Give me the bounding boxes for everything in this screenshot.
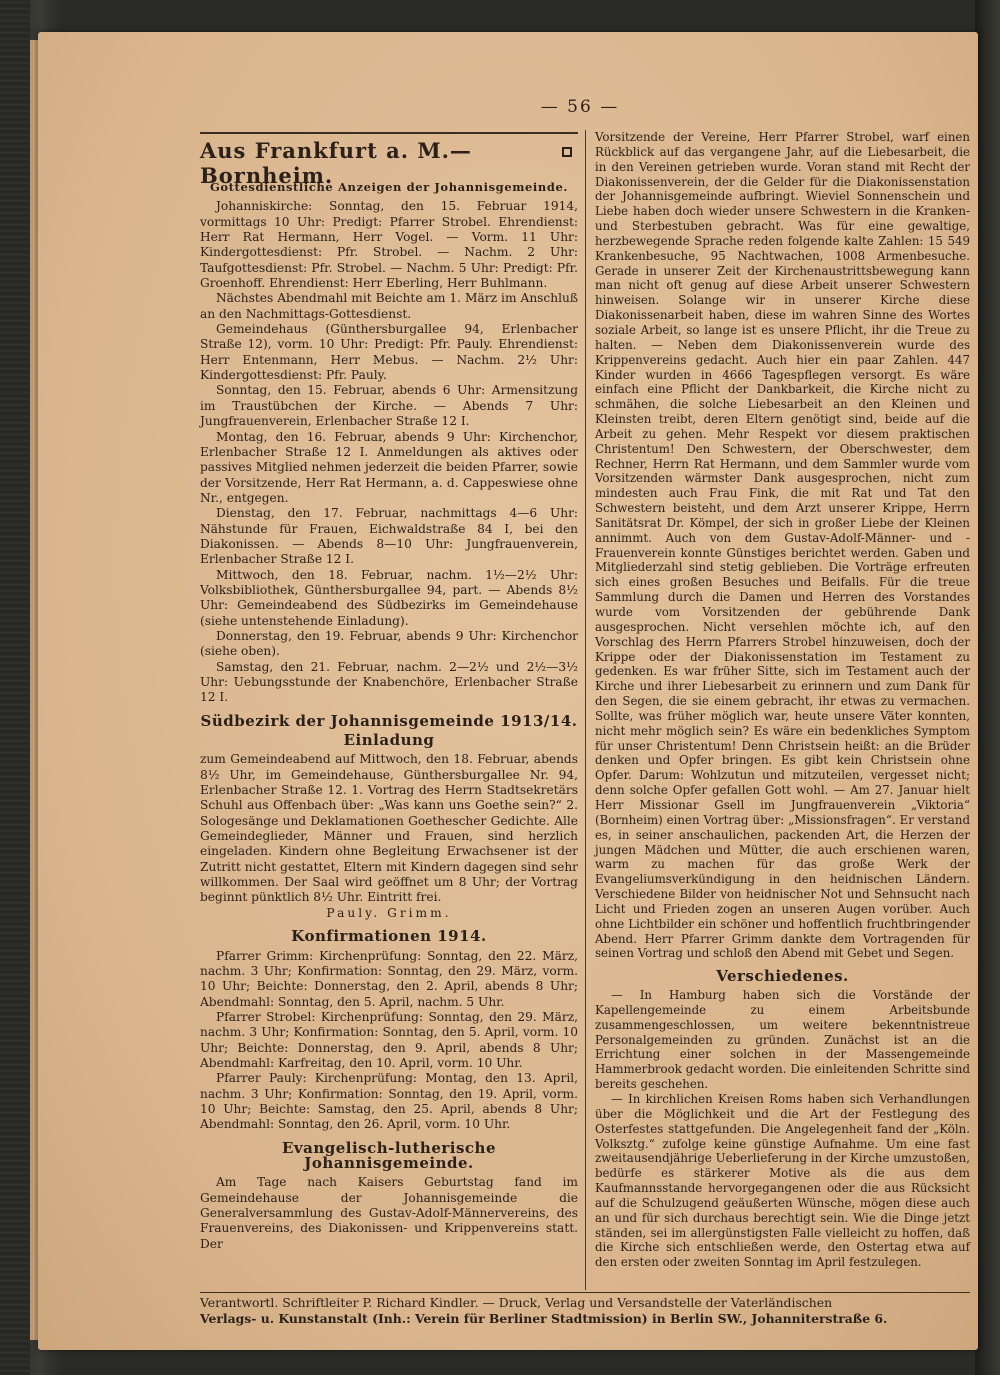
right-column [595, 130, 970, 1270]
paragraph: Montag, den 16. Februar, abends 9 Uhr: Kirchenchor, Erlenbacher Straße 12 I. Anmeldungen als aktives oder passives Mitglied nehmen jederzeit die beiden Pfarrer, sowie der Vorsitzende, Herr Rat Hermann, a. d. Cappeswiese ohne Nr., entgegen. [200, 429, 578, 505]
paragraph: — In kirchlichen Kreisen Roms haben sich Verhandlungen über die Möglichkeit und die Art der Festlegung des Osterfestes stattgefunden. Die Angelegenheit fand der „Köln. Volksztg.“ zufolge keine günstige Aufnahme. Um eine fast zweitausendjährige Ueberlieferung in der Kirche umzustoßen, bedürfe es stärkerer Motive als die aus dem Kaufmannsstande hervorgegangenen oder die aus Rücksicht auf die Schulzugend geäußerten Wünsche, mögen diese auch an und für sich durchaus berechtigt sein. Wie die Dinge jetzt ständen, sei im allergünstigsten Falle vielleicht zu hoffen, daß die Kirche sich entschließen werde, den Ostertag etwa auf den ersten oder zweiten Sonntag im April festzulegen. [595, 1092, 970, 1270]
paragraph: Gemeindehaus (Günthersburgallee 94, Erlenbacher Straße 12), vorm. 10 Uhr: Predigt: Pfr. Pauly. Ehrendienst: Herr Entenmann, Herr Mebus. — Nachm. 2½ Uhr: Kindergottesdienst: Pfr. Pauly. [200, 322, 578, 383]
column-divider [585, 130, 586, 1290]
imprint-footer [200, 1292, 970, 1327]
section-title-konfirmationen: Konfirmationen 1914. [291, 927, 487, 946]
section-subtitle-einladung: Einladung [343, 731, 435, 750]
paragraph: Mittwoch, den 18. Februar, nachm. 1½—2½ Uhr: Volksbibliothek, Günthersburgallee 94, part. — Abends 8½ Uhr: Gemeindeabend des Südbezirks im Gemeindehause (siehe untenstehende Einladung). [200, 567, 578, 628]
paragraph: Pfarrer Pauly: Kirchenprüfung: Montag, den 13. April, nachm. 3 Uhr; Konfirmation: Sonntag, den 19. April, vorm. 10 Uhr; Beichte: Samstag, den 25. April, abends 8 Uhr; Abendmahl: Sonntag, den 26. April, vorm. 10 Uhr. [200, 1071, 578, 1132]
masthead-title: Aus Frankfurt a. M.—Bornheim. [200, 138, 472, 188]
paragraph: zum Gemeindeabend auf Mittwoch, den 18. Februar, abends 8½ Uhr, im Gemeindehause, Günthersburgallee Nr. 94, Erlenbacher Straße 12. 1. Vortrag des Herrn Stadtsekretärs Schuhl aus Offenbach über: „Was kann uns Goethe sein?“ 2. Sologesänge und Deklamationen Goethescher Gedichte. Alle Gemeindeglieder, Männer und Frauen, sind herzlich eingeladen. Kindern ohne Begleitung Erwachsener ist der Zutritt nicht gestattet, Eltern mit Kindern dagegen sind sehr willkommen. Der Saal wird geöffnet um 8 Uhr; der Vortrag beginnt pünktlich 8½ Uhr. Eintritt frei. [200, 752, 578, 905]
signature: Pauly. Grimm. [326, 905, 452, 920]
book-cover-edge [975, 0, 1000, 1375]
paragraph: Samstag, den 21. Februar, nachm. 2—2½ und 2½—3½ Uhr: Uebungsstunde der Knabenchöre, Erlenbacher Straße 12 I. [200, 659, 578, 705]
paragraph: Johanniskirche: Sonntag, den 15. Februar 1914, vormittags 10 Uhr: Predigt: Pfarrer Strobel. Ehrendienst: Herr Rat Hermann, Herr Vogel. — Vorm. 11 Uhr: Kindergottesdienst: Pfr. Strobel. — Nachm. 2 Uhr: Taufgottesdienst: Pfr. Strobel. — Nachm. 5 Uhr: Predigt: Pfr. Groenhoff. Ehrendienst: Herr Eberling, Herr Buhlmann. [200, 199, 578, 291]
page-number: — 56 — [540, 97, 620, 117]
imprint-line-2: Verlags- u. Kunstanstalt (Inh.: Verein für Berliner Stadtmission) in Berlin SW., Johanniterstraße 6. [200, 1311, 888, 1326]
paragraph: Dienstag, den 17. Februar, nachmittags 4—6 Uhr: Nähstunde für Frauen, Eichwaldstraße 84 I, bei den Diakonissen. — Abends 8—10 Uhr: Jungfrauenverein, Erlenbacher Straße 12 I. [200, 506, 578, 567]
masthead-rule [200, 132, 578, 134]
paragraph: Pfarrer Strobel: Kirchenprüfung: Sonntag, den 29. März, nachm. 3 Uhr; Konfirmation: Sonntag, den 5. April, vorm. 10 Uhr; Beichte: Donnerstag, den 9. April, abends 8 Uhr; Abendmahl: Karfreitag, den 10. April, vorm. 10 Uhr. [200, 1009, 578, 1070]
paragraph: Sonntag, den 15. Februar, abends 6 Uhr: Armensitzung im Traustübchen der Kirche. — Abends 7 Uhr: Jungfrauenverein, Erlenbacher Straße 12 I. [200, 383, 578, 429]
paragraph: Donnerstag, den 19. Februar, abends 9 Uhr: Kirchenchor (siehe oben). [200, 628, 578, 659]
paragraph: Vorsitzende der Vereine, Herr Pfarrer Strobel, warf einen Rückblick auf das vergangene Jahr, auf die Liebesarbeit, die in den Vereinen getrieben wurde. Voran stand mit Recht der Diakonissenverein, der die Gelder für die Diakonissenstation der Johannisgemeinde aufbringt. Wieviel Sonnenschein und Liebe haben doch wieder unsere Schwestern in die Kranken- und Sterbestuben gebracht. Was für eine gewaltige, herzbewegende Sprache reden folgende kalte Zahlen: 15 549 Krankenbesuche, 95 Nachtwachen, 1008 Armenbesuche. Gerade in unserer Zeit der Kirchenaustrittsbewegung kann man nicht oft genug auf diese Arbeit unserer Schwestern hinweisen. Solange wir in unserer Kirche diese Diakonissenarbeit haben, diese im wahren Sinne des Wortes soziale Arbeit, so lange ist es unsere Pflicht, ihr die Treue zu halten. — Neben dem Diakonissenverein wurde des Krippenvereins gedacht. Auch hier ein paar Zahlen. 447 Kinder wurden in 4666 Tagespflegen versorgt. Es wäre einfach eine Pflicht der Dankbarkeit, die Kirche nicht zu schmähen, die solche Liebesarbeit an den Kleinen und Kleinsten treibt, deren Eltern genötigt sind, beide auf die Arbeit zu gehen. Mehr Respekt vor diesem praktischen Christentum! Den Schwestern, der Oberschwester, dem Rechner, Herrn Rat Hermann, und dem Sammler wurde vom Vorsitzenden wärmster Dank ausgesprochen, nicht zum mindesten auch Frau Fink, die mit Rat und Tat den Schwestern beisteht, und dem Arzt unserer Krippe, Herrn Sanitätsrat Dr. Kömpel, der sich in großer Liebe der Kleinen annimmt. Auch von dem Gustav-Adolf-Männer- und -Frauenverein konnte Günstiges berichtet werden. Gaben und Mitgliederzahl sind stetig geblieben. Die Vorträge erfreuten sich eines großen Besuches und Beifalls. Für die treue Sammlung durch die Damen und Herren des Vorstandes wurde vom Vorsitzenden der gebührende Dank ausgesprochen. Nicht versehlen möchte ich, auf den Vorschlag des Herrn Pfarrers Strobel hinzuweisen, doch der Krippe oder der Diakonissenstation im Testament zu gedenken. Es war früher Sitte, sich im Testament auch der Kirche und ihrer Liebesarbeit zu erinnern und zum Dank für den Segen, die sie einem gebracht, ihr etwas zu vermachen. Sollte, was früher möglich war, heute unsere Väter konnten, nicht mehr möglich sein? Es wäre ein bedenkliches Symptom für unser Christentum! Denn Christsein heißt: an die Brüder denken und Opfer bringen. Es gibt kein Christsein ohne Opfer. Darum: Wohlzutun und mitzuteilen, vergesset nicht; denn solche Opfer gefallen Gott wohl. — Am 27. Januar hielt Herr Missionar Gsell im Jungfrauenverein „Viktoria“ (Bornheim) einen Vortrag über: „Missionsfragen“. Er verstand es, in seiner anschaulichen, packenden Art, die Herzen der jungen Mädchen und Mütter, die auch erschienen waren, warm zu machen für das große Werk der Evangeliumsverkündigung in den heidnischen Ländern. Verschiedene Bilder von heidnischer Not und Sehnsucht nach Licht und Frieden zogen an unseren Augen vorüber. Auch ohne Lichtbilder ein schöner und hoffentlich fruchtbringender Abend. Herr Pfarrer Grimm dankte dem Vortragenden für seinen Vortrag und schloß den Abend mit Gebet und Segen. [595, 130, 970, 961]
paragraph: Am Tage nach Kaisers Geburtstag fand im Gemeindehause der Johannisgemeinde die Generalversammlung des Gustav-Adolf-Männervereins, des Frauenvereins, des Diakonissen- und Krippenvereins statt. Der [200, 1175, 578, 1251]
section-title-gottesdienst: Gottesdienstliche Anzeigen der Johannisgemeinde. [209, 180, 569, 194]
section-title-suedbezirk: Südbezirk der Johannisgemeinde 1913/14. [200, 711, 578, 730]
book-binding [0, 0, 30, 1375]
left-column [200, 176, 578, 1252]
paragraph: Nächstes Abendmahl mit Beichte am 1. März im Anschluß an den Nachmittags-Gottesdienst. [200, 291, 578, 321]
section-title-lutherische: Evangelisch-lutherische Johannisgemeinde. [281, 1138, 497, 1172]
section-title-verschiedenes: Verschiedenes. [716, 967, 849, 986]
imprint-line-1: Verantwortl. Schriftleiter P. Richard Kindler. — Druck, Verlag und Versandstelle der Vaterländischen [200, 1292, 970, 1311]
paragraph: Pfarrer Grimm: Kirchenprüfung: Sonntag, den 22. März, nachm. 3 Uhr; Konfirmation: Sonntag, den 29. März, vorm. 10 Uhr; Beichte: Donnerstag, den 2. April, abends 8 Uhr; Abendmahl: Sonntag, den 5. April, nachm. 5 Uhr. [200, 948, 578, 1009]
paragraph: — In Hamburg haben sich die Vorstände der Kapellengemeinde zu einem Arbeitsbunde zusammengeschlossen, um weitere bekenntnistreue Personalgemeinden zu gründen. Zunächst ist an die Errichtung einer solchen in der Massengemeinde Hammerbrook gedacht worden. Die einleitenden Schritte sind bereits geschehen. [595, 988, 970, 1092]
square-ornament-icon [562, 147, 572, 157]
